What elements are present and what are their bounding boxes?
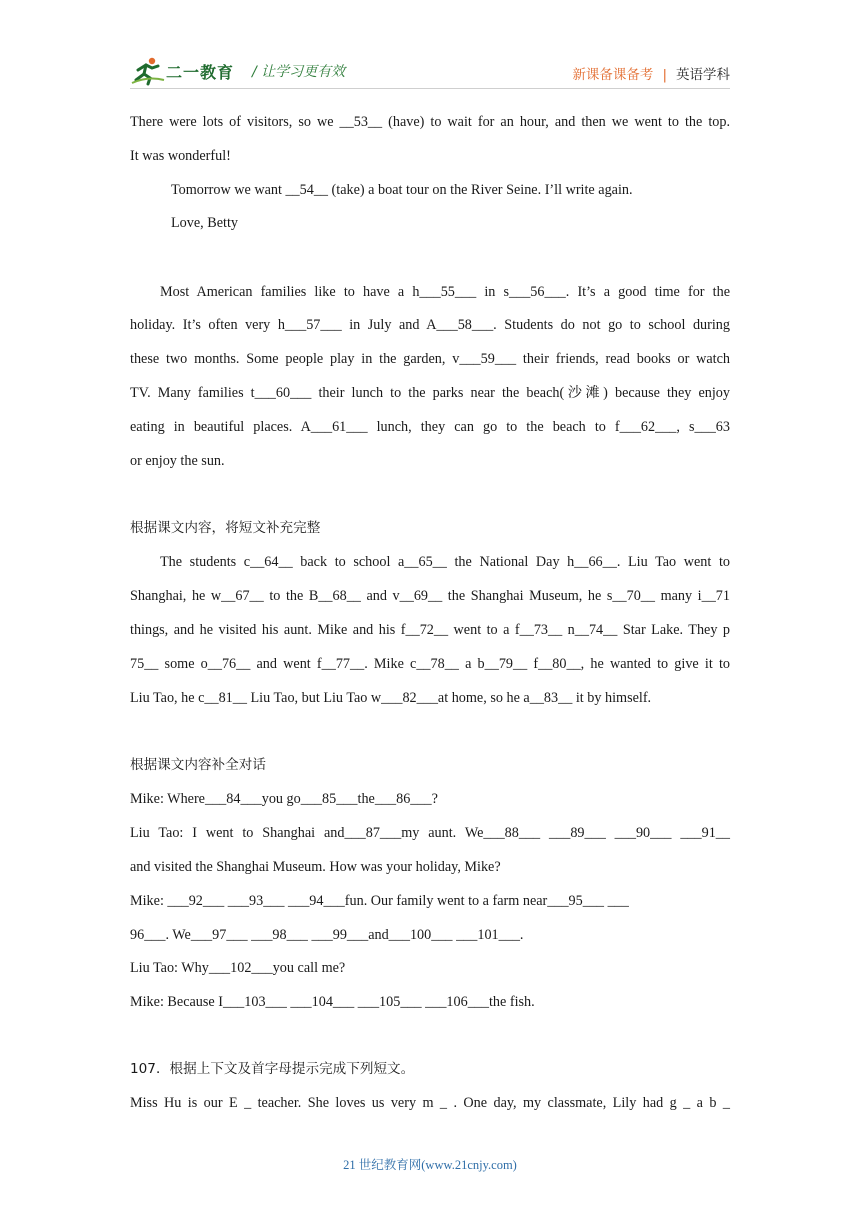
- dialogue-line: Liu Tao: Why___102___you call me?: [130, 960, 346, 976]
- text-line: 75__ some o__76__ and went f__77__. Mike c__78__ a b__79__ f__80__, he wanted to give it to: [130, 656, 730, 672]
- dialogue-line: Liu Tao: I went to Shanghai and___87___my aunt. We___88___ ___89___ ___90___ ___91__: [130, 825, 730, 841]
- running-figure-icon: [130, 56, 166, 86]
- text-line: Miss Hu is our E _ teacher. She loves us very m _ . One day, my classmate, Lily had g _ a b _: [130, 1095, 730, 1111]
- page-footer: 21 世纪教育网(www.21cnjy.com): [343, 1158, 517, 1172]
- text-line: Tomorrow we want __54__ (take) a boat tour on the River Seine. I’ll write again.: [171, 182, 633, 198]
- dialogue-line: 96___. We___97___ ___98___ ___99___and___100___ ___101___.: [130, 927, 524, 943]
- text-line: It was wonderful!: [130, 148, 231, 164]
- text-line: Liu Tao, he c__81__ Liu Tao, but Liu Tao w___82___at home, so he a__83__ it by himself.: [130, 690, 652, 706]
- text-line: holiday. It’s often very h___57___ in July and A___58___. Students do not go to school during: [130, 317, 730, 333]
- logo: [130, 56, 250, 86]
- header-subject: 英语学科: [676, 67, 730, 83]
- header-category: 新课备课备考: [572, 67, 654, 83]
- section-heading: 根据课文内容，将短文补充完整: [130, 520, 321, 536]
- dialogue-line: Mike: ___92___ ___93___ ___94___fun. Our family went to a farm near___95___ ___: [130, 893, 629, 909]
- text-line: these two months. Some people play in the garden, v___59___ their friends, read books or watch: [130, 351, 730, 367]
- header-right: [572, 63, 730, 83]
- header-slogan: / 让学习更有效: [252, 64, 346, 80]
- text-line: Love, Betty: [171, 215, 238, 231]
- text-line: Most American families like to have a h___55___ in s___56___. It’s a good time for the: [160, 284, 730, 300]
- text-line: Shanghai, he w__67__ to the B__68__ and v__69__ the Shanghai Museum, he s__70__ many i__71: [130, 588, 730, 604]
- dialogue-line: and visited the Shanghai Museum. How was your holiday, Mike?: [130, 859, 501, 875]
- question-heading: 107．根据上下文及首字母提示完成下列短文。: [130, 1061, 415, 1077]
- text-line: things, and he visited his aunt. Mike and his f__72__ went to a f__73__ n__74__ Star Lake. They p: [130, 622, 730, 638]
- dialogue-line: Mike: Because I___103___ ___104___ ___105___ ___106___the fish.: [130, 994, 535, 1010]
- text-line: or enjoy the sun.: [130, 453, 225, 469]
- page-header: [130, 54, 730, 90]
- text-line: There were lots of visitors, so we __53__ (have) to wait for an hour, and then we went to the top.: [130, 114, 730, 130]
- section-heading: 根据课文内容补全对话: [130, 757, 266, 773]
- header-rule: [130, 88, 730, 89]
- text-line: The students c__64__ back to school a__65__ the National Day h__66__. Liu Tao went to: [160, 554, 730, 570]
- logo-text: 二一教育: [166, 63, 235, 82]
- text-line: eating in beautiful places. A___61___ lunch, they can go to the beach to f___62___, s___63: [130, 419, 730, 435]
- text-line: TV. Many families t___60___ their lunch to the parks near the beach(沙滩) because they enjoy: [130, 385, 730, 401]
- header-divider: |: [662, 67, 667, 83]
- dialogue-line: Mike: Where___84___you go___85___the___86___?: [130, 791, 438, 807]
